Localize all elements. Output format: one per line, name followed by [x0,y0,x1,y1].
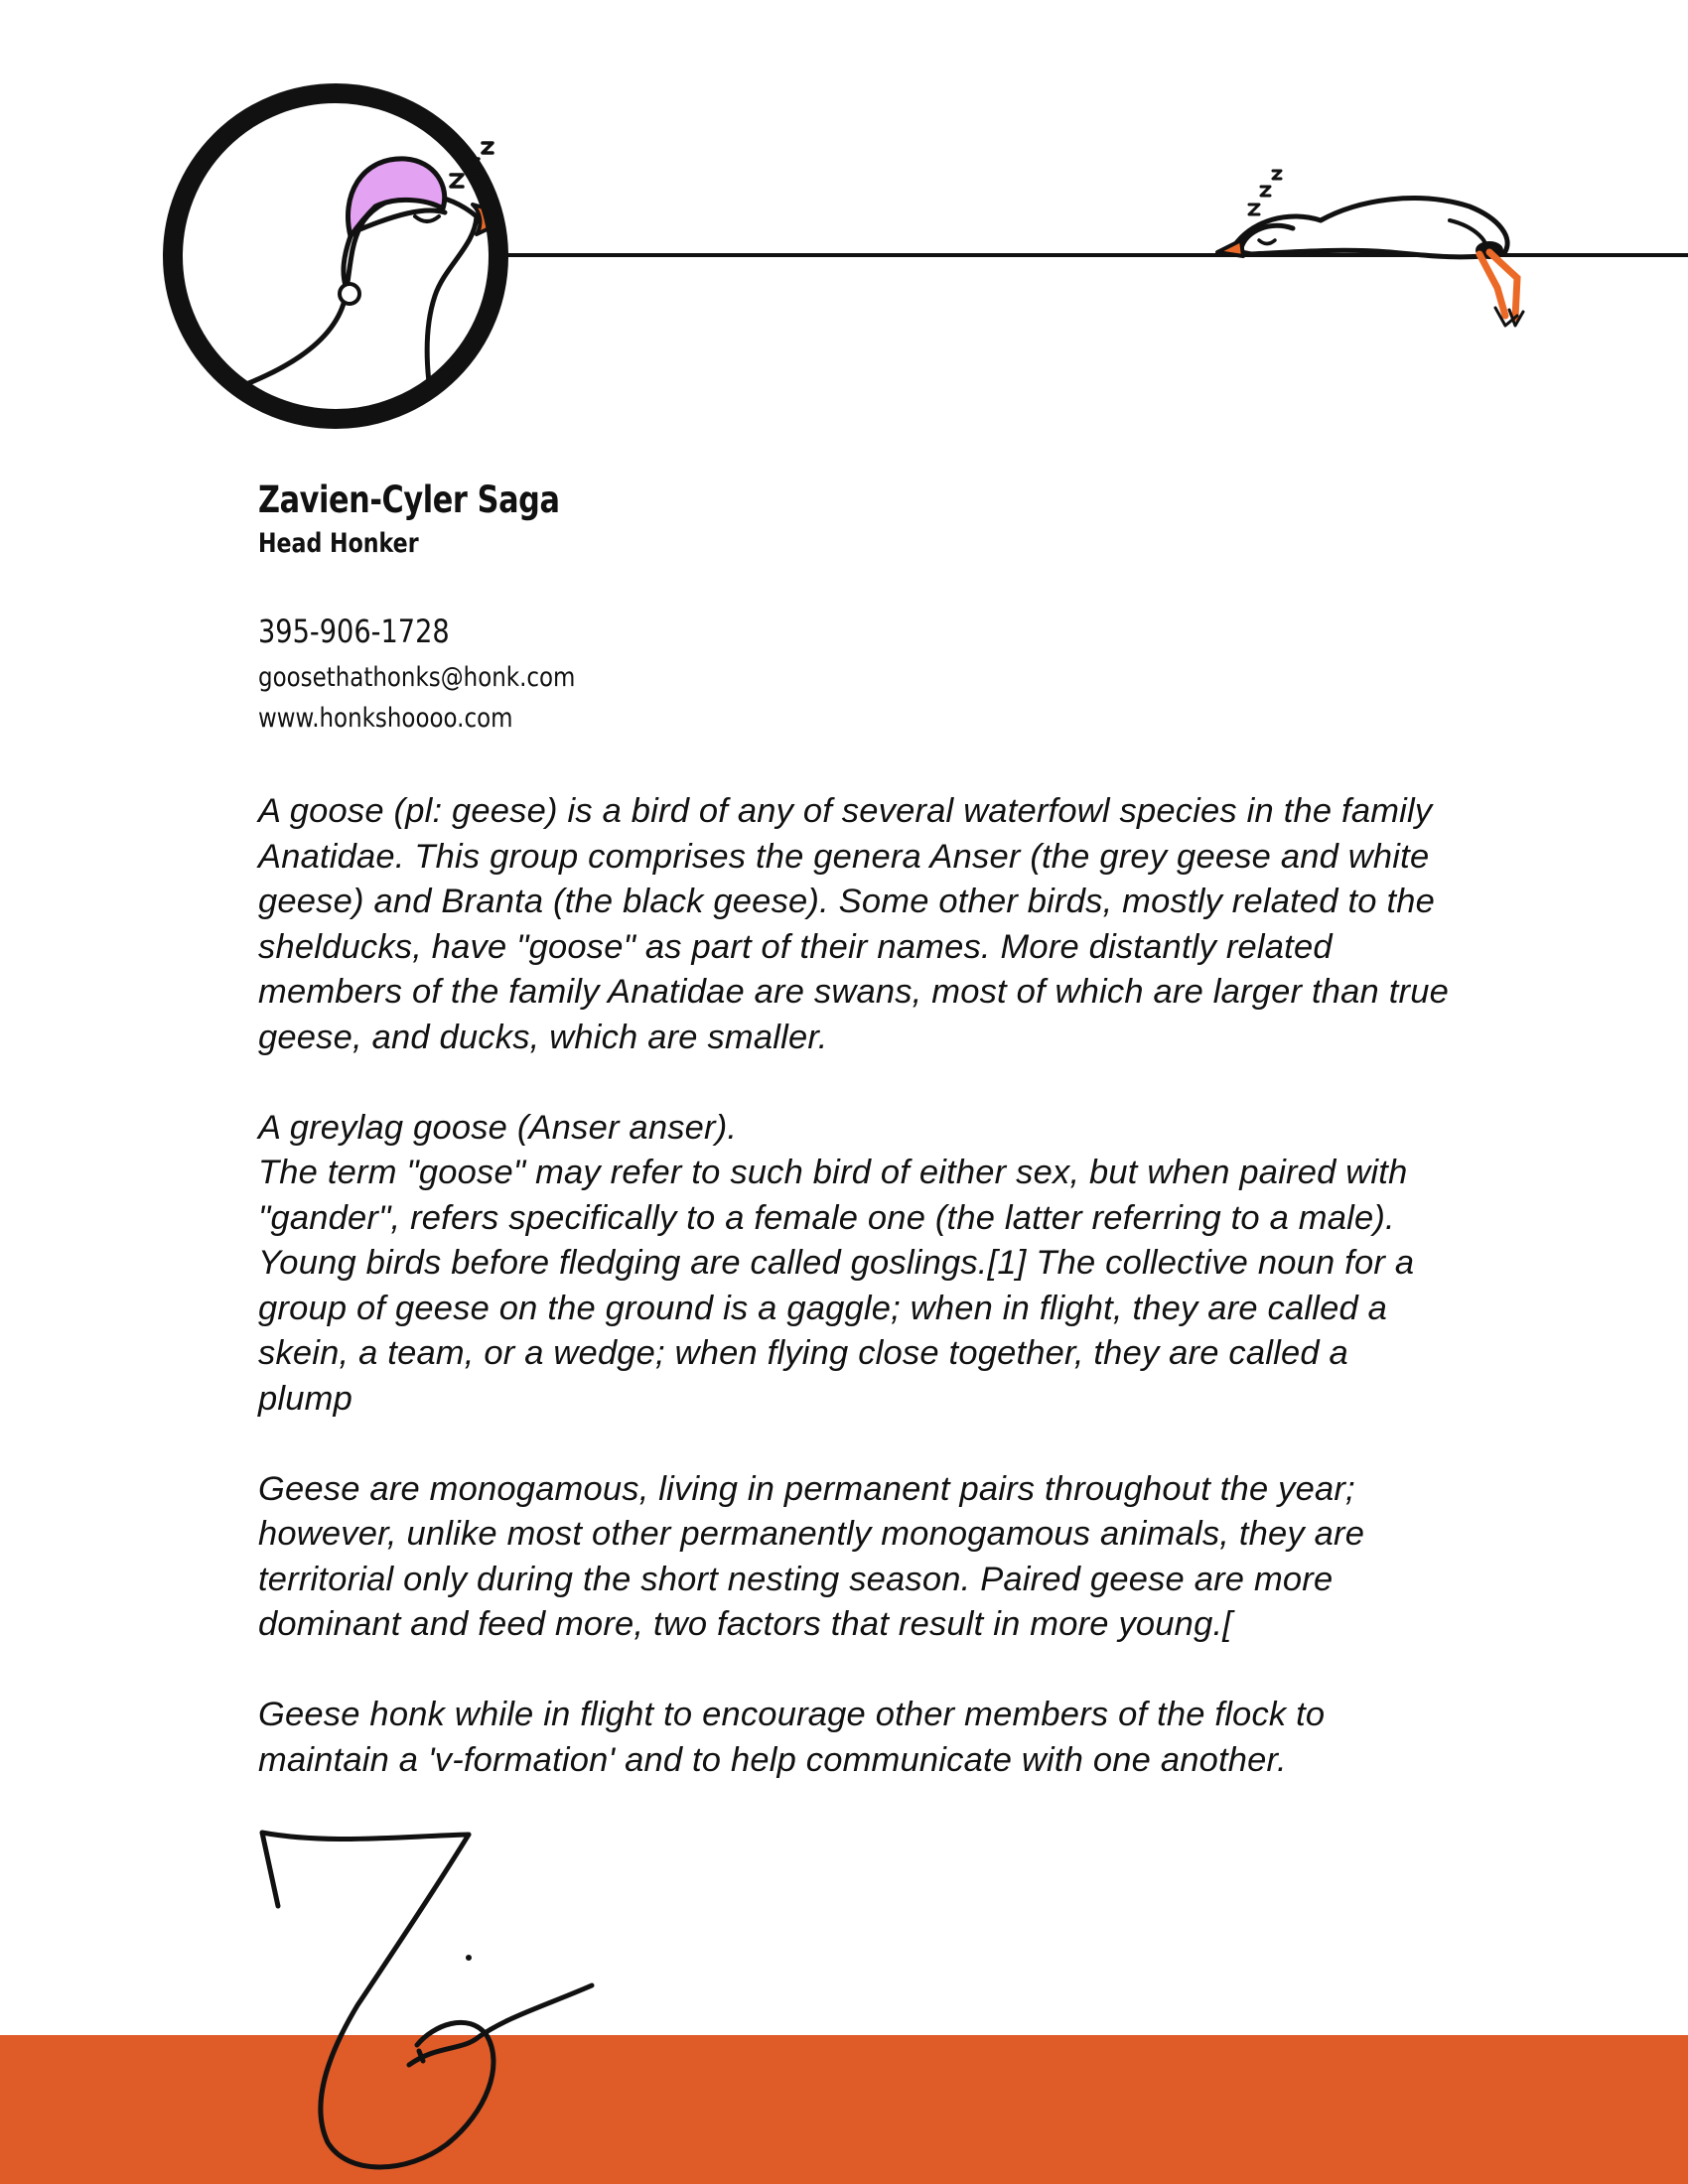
letter-body [258,789,1539,1829]
body-paragraph-4: Geese honk while in flight to encourage other members of the flock to maintain a 'v-formation' and to help communicate with one another. [258,1696,1326,1779]
sender-name: Zavien-Cyler Saga [258,478,560,521]
website-link[interactable]: www.honkshoooo.com [258,703,513,735]
contact-block [258,478,1053,734]
phone-number: 395-906-1728 [258,613,450,651]
lying-goose-icon [1201,149,1529,338]
email-address[interactable]: goosethathonks@honk.com [258,662,576,694]
body-paragraph-2: A greylag goose (Anser anser). The term "goose" may refer to such bird of either sex, but when paired with "gander", refers specifically to a female one (the latter referring to a male). Young birds before fledging are called goslings.[1] The collective noun for a group of geese on the ground is a gaggle; when in flight, they are called a skein, a team, or a wedge; when flying close together, they are called a plump [258,1108,1415,1418]
signature-icon [248,1827,616,2184]
goose-nightcap-logo-icon [147,68,524,445]
body-paragraph-1: A goose (pl: geese) is a bird of any of several waterfowl species in the family Anatidae. This group comprises the genera Anser (the grey geese and white geese) and Branta (the black geese). Some other birds, mostly related to the shelducks, have "goose" as part of their names. More distantly related members of the family Anatidae are swans, most of which are larger than true geese, and ducks, which are smaller. [258,792,1449,1056]
body-paragraph-3: Geese are monogamous, living in permanent pairs throughout the year; however, unlike most other permanently monogamous animals, they are territorial only during the short nesting season. Paired geese are more dominant and feed more, two factors that result in more young.[ [258,1469,1365,1643]
sender-title: Head Honker [258,528,419,560]
